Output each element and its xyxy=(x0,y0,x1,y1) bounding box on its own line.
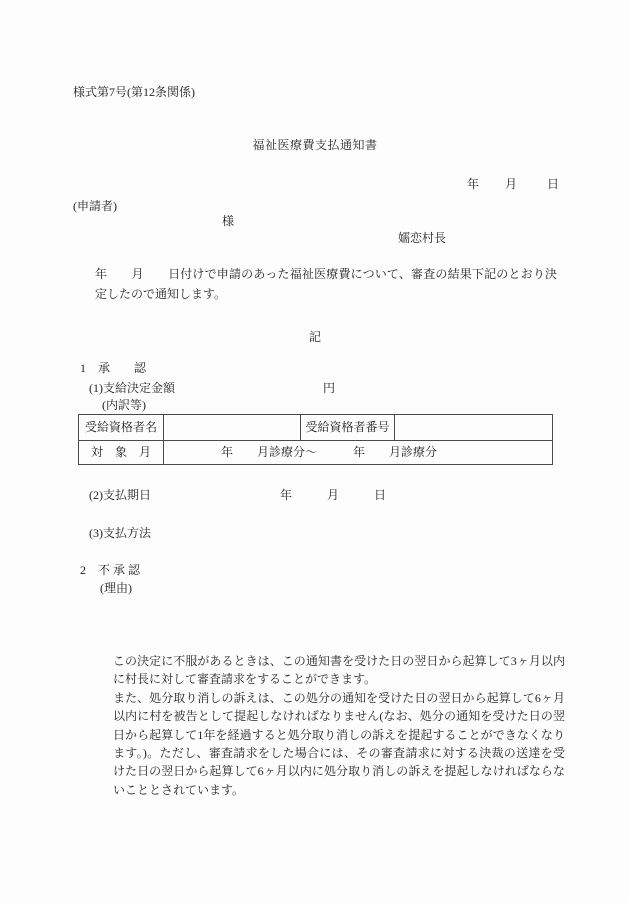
applicant-honorific: 様 xyxy=(222,214,235,228)
appeal-notice-paragraph-1: この決定に不服があるときは、この通知書を受けた日の翌日から起算して3ヶ月以内に村長に対して審査請求をすることができます。 xyxy=(113,654,565,687)
appeal-notice-paragraph-2: また、処分取り消しの訴えは、この処分の通知を受けた日の翌日から起算して6ヶ月以内に村を被告として提起しなければなりません(なお、処分の通知を受けた日の翌日から起算して1年を経過すると処分取り消しの訴えを提起することができなくなります。)。ただし、審査請求をした場合には、その審査請求に対する決裁の送達を受けた日の翌日から起算して6ヶ月以内に処分取り消しの訴えを提起しなければならないこととされています。 xyxy=(113,690,565,797)
recipient-number-label: 受給資格者番号 xyxy=(301,415,395,441)
issuer-name: 嬬恋村長 xyxy=(398,231,447,245)
breakdown-table xyxy=(78,414,553,465)
table-row xyxy=(79,441,553,465)
applicant-label: (申請者) xyxy=(73,199,117,213)
recipient-name-value xyxy=(164,415,301,441)
reason-label: (理由) xyxy=(100,581,132,595)
page-title: 福祉医療費支払通知書 xyxy=(252,138,378,152)
payment-amount-unit: 円 xyxy=(323,381,336,395)
payment-date-month-label: 月 xyxy=(327,488,340,502)
payment-amount-label: (1)支給決定金額 xyxy=(89,381,175,395)
form-number: 様式第7号(第12条関係) xyxy=(73,85,195,99)
intro-paragraph: 年 月 日付けで申請のあった福祉医療費について、審査の結果下記のとおり決定したので通知します。 xyxy=(95,267,557,301)
header-date-day-label: 日 xyxy=(547,177,560,191)
payment-method-label: (3)支払方法 xyxy=(89,526,151,540)
breakdown-label: (内訳等) xyxy=(102,398,146,412)
payment-date-year-label: 年 xyxy=(280,488,293,502)
section1-heading: 1 承 認 xyxy=(80,361,147,375)
table-row xyxy=(79,415,553,441)
section2-heading: 2 不 承 認 xyxy=(80,563,141,577)
target-month-value: 年 月診療分～ 年 月診療分 xyxy=(164,441,553,465)
payment-date-day-label: 日 xyxy=(374,488,387,502)
appeal-notice xyxy=(113,652,565,799)
target-month-label: 対 象 月 xyxy=(79,441,164,465)
recipient-number-value xyxy=(395,415,553,441)
record-marker: 記 xyxy=(308,330,321,344)
payment-date-label: (2)支払期日 xyxy=(89,488,151,502)
header-date-month-label: 月 xyxy=(505,177,518,191)
header-date-year-label: 年 xyxy=(467,177,480,191)
recipient-name-label: 受給資格者名 xyxy=(79,415,164,441)
